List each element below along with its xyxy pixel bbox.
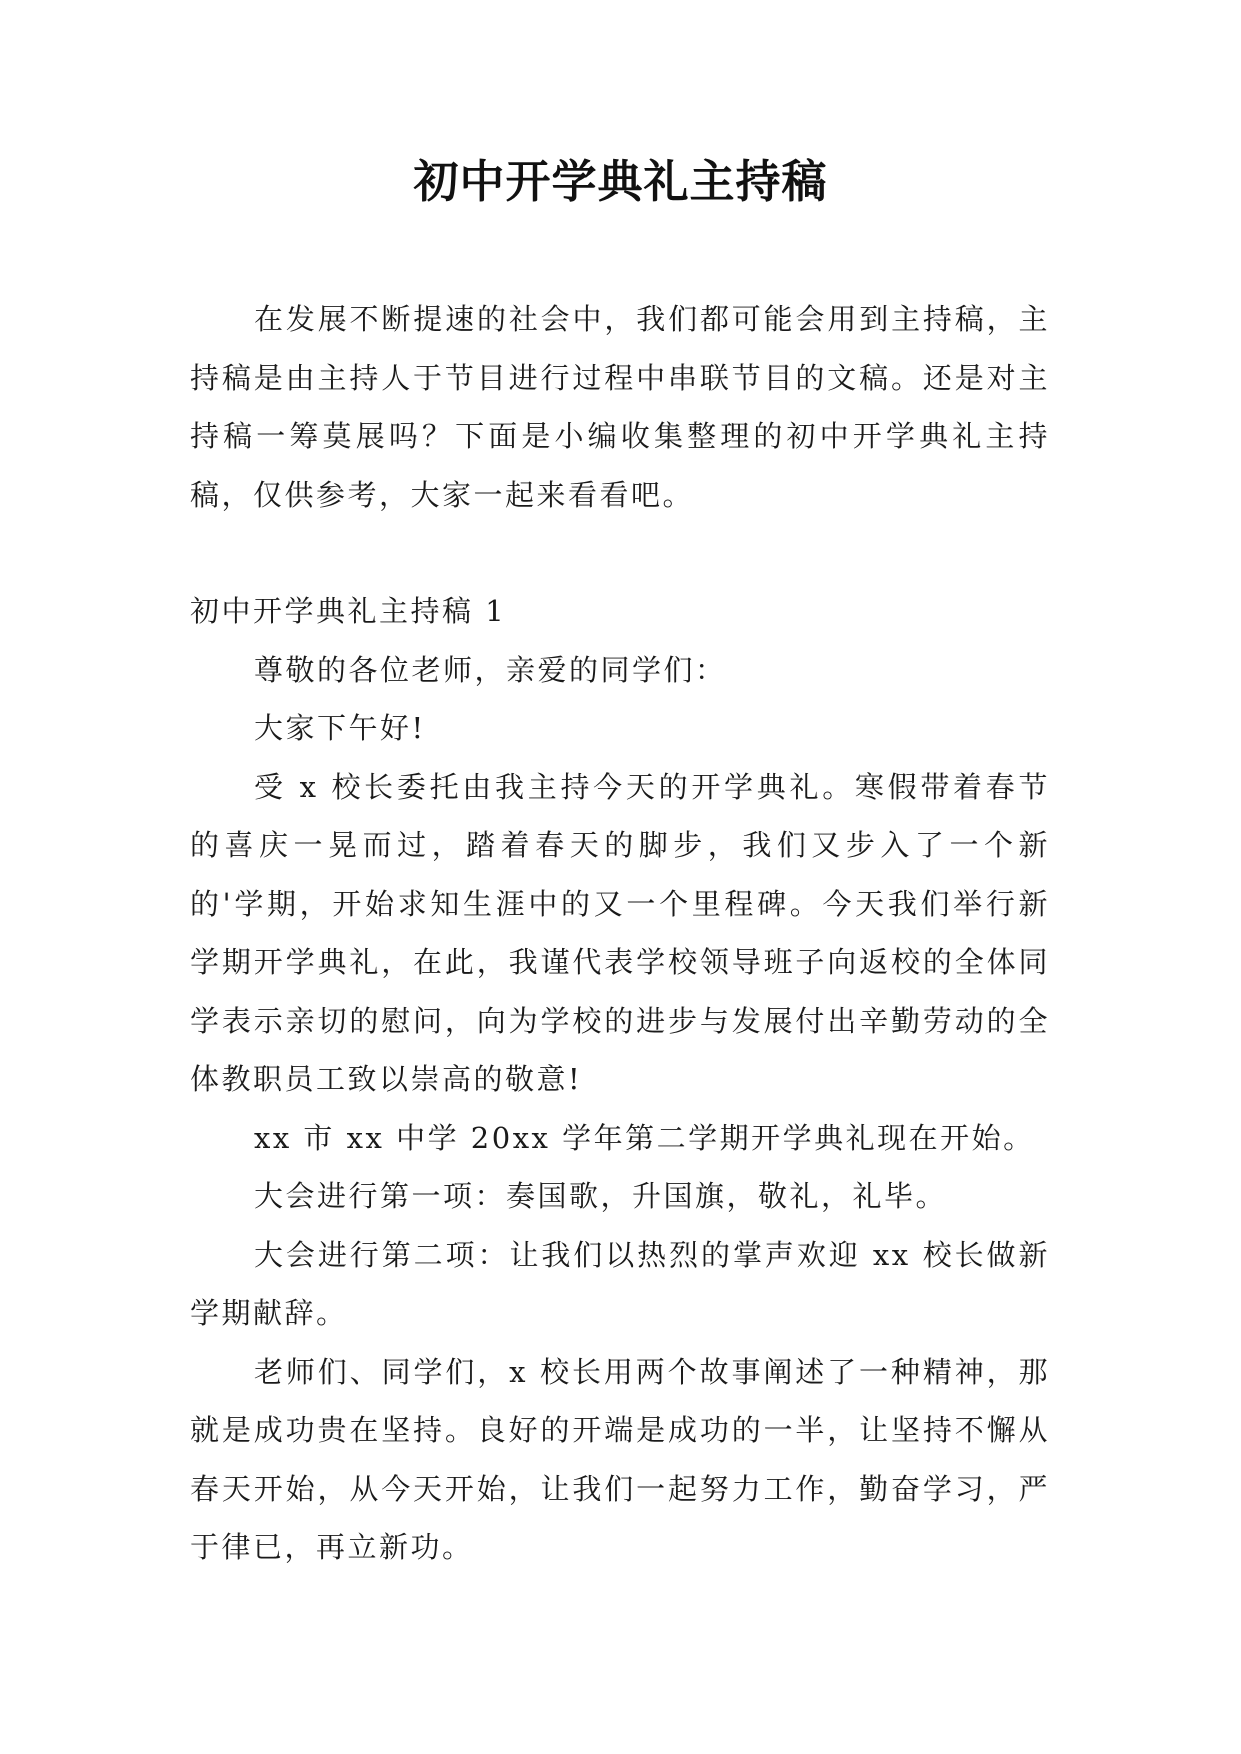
- body-paragraph: 大会进行第一项：奏国歌，升国旗，敬礼，礼毕。: [254, 1179, 948, 1213]
- document-title: 初中开学典礼主持稿: [413, 155, 828, 208]
- greeting-paragraph: 大家下午好!: [254, 711, 426, 745]
- body-paragraph: 大会进行第二项：让我们以热烈的掌声欢迎 xx 校长做新学期献辞。: [190, 1237, 1050, 1330]
- body-paragraph: xx 市 xx 中学 20xx 学年第二学期开学典礼现在开始。: [254, 1120, 1035, 1155]
- body-paragraph: 老师们、同学们，x 校长用两个故事阐述了一种精神，那就是成功贵在坚持。良好的开端是成功的一半，让坚持不懈从春天开始，从今天开始，让我们一起努力工作，勤奋学习，严于律已，再立新功。: [190, 1354, 1050, 1564]
- salutation-paragraph: 尊敬的各位老师，亲爱的同学们：: [254, 652, 727, 687]
- document-body: [190, 290, 1050, 1577]
- intro-paragraph: 在发展不断提速的社会中，我们都可能会用到主持稿，主持稿是由主持人于节目进行过程中串联节目的文稿。还是对主持稿一筹莫展吗？下面是小编收集整理的初中开学典礼主持稿，仅供参考，大家一起来看看吧。: [190, 302, 1050, 512]
- section-heading: 初中开学典礼主持稿 1: [190, 594, 507, 628]
- body-paragraph: 受 x 校长委托由我主持今天的开学典礼。寒假带着春节的喜庆一晃而过，踏着春天的脚步，我们又步入了一个新的'学期，开始求知生涯中的又一个里程碑。今天我们举行新学期开学典礼，在此，我谨代表学校领导班子向返校的全体同学表示亲切的慰问，向为学校的进步与发展付出辛勤劳动的全体教职员工致以崇高的敬意!: [190, 769, 1050, 1096]
